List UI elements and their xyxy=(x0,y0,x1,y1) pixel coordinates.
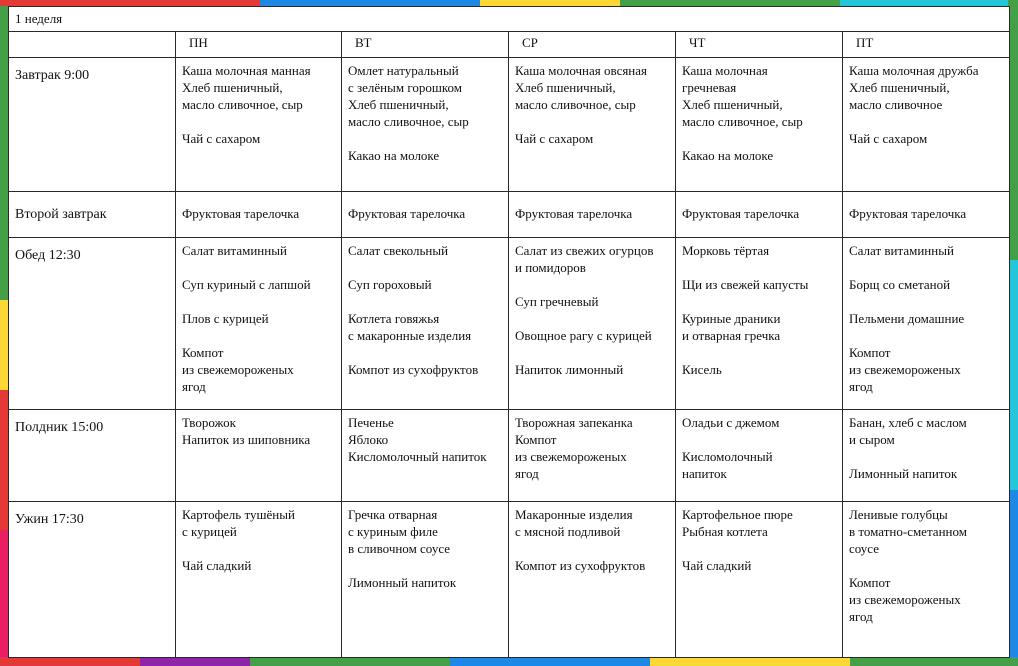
dish-item: Какао на молоке xyxy=(682,148,774,163)
item-spacer xyxy=(682,344,836,361)
dish-item: Оладьи с джемом xyxy=(682,415,780,430)
item-spacer xyxy=(348,259,502,276)
dish-item: Фруктовая тарелочка xyxy=(682,205,800,221)
item-spacer xyxy=(682,259,836,276)
meal-row xyxy=(9,410,1010,502)
header-corner xyxy=(9,32,176,58)
dish-item: Фруктовая тарелочка xyxy=(182,205,300,221)
day-header xyxy=(676,32,843,58)
days-header-row xyxy=(9,32,1010,58)
week-row xyxy=(9,7,1010,32)
dish-item: Картофель тушёный с курицей xyxy=(182,507,295,539)
dish-item: Банан, хлеб с маслом и сыром xyxy=(849,415,967,447)
item-spacer xyxy=(682,540,836,557)
dish-item: Компот из свежемороженых ягод xyxy=(849,575,961,624)
item-spacer xyxy=(682,293,836,310)
dish-item: Фруктовая тарелочка xyxy=(849,205,967,221)
meal-label: Второй завтрак xyxy=(9,192,176,238)
day-label: ПН xyxy=(189,35,208,50)
menu-sheet xyxy=(8,6,1009,658)
meal-label: Ужин 17:30 xyxy=(9,502,176,658)
menu-cell xyxy=(676,58,843,192)
menu-table-body xyxy=(9,7,1010,658)
dish-item: Печенье Яблоко Кисломолочный напиток xyxy=(348,415,487,464)
item-spacer xyxy=(515,310,669,327)
dish-item: Какао на молоке xyxy=(348,148,440,163)
dish-item: Суп куриный с лапшой xyxy=(182,277,311,292)
dish-item: Салат витаминный xyxy=(849,243,954,258)
day-label: СР xyxy=(522,35,538,50)
dish-item: Каша молочная дружба Хлеб пшеничный, масло сливочное xyxy=(849,63,979,112)
dish-item: Каша молочная гречневая Хлеб пшеничный, масло сливочное, сыр xyxy=(682,63,803,129)
meal-label: Полдник 15:00 xyxy=(9,410,176,502)
menu-cell xyxy=(676,410,843,502)
dish-item: Куриные драники и отварная гречка xyxy=(682,311,781,343)
menu-cell xyxy=(176,58,342,192)
dish-item: Фруктовая тарелочка xyxy=(348,205,466,221)
menu-cell xyxy=(843,502,1010,658)
dish-item: Чай с сахаром xyxy=(515,131,594,146)
item-spacer xyxy=(348,130,502,147)
day-label: ВТ xyxy=(355,35,372,50)
menu-cell xyxy=(342,410,509,502)
menu-cell xyxy=(509,502,676,658)
dish-item: Салат свекольный xyxy=(348,243,449,258)
dish-item: Каша молочная манная Хлеб пшеничный, масло сливочное, сыр xyxy=(182,63,311,112)
meal-row xyxy=(9,58,1010,192)
dish-item: Фруктовая тарелочка xyxy=(515,205,633,221)
dish-item: Компот из сухофруктов xyxy=(515,558,646,573)
item-spacer xyxy=(515,276,669,293)
menu-cell xyxy=(176,410,342,502)
item-spacer xyxy=(682,130,836,147)
dish-item: Гречка отварная с куриным филе в сливочном соусе xyxy=(348,507,451,556)
dish-item: Кисель xyxy=(682,362,722,377)
dish-item: Суп гороховый xyxy=(348,277,432,292)
menu-cell xyxy=(509,410,676,502)
menu-cell xyxy=(342,238,509,410)
dish-item: Котлета говяжья с макаронные изделия xyxy=(348,311,472,343)
dish-item: Овощное рагу с курицей xyxy=(515,328,652,343)
dish-item: Лимонный напиток xyxy=(849,466,958,481)
menu-table xyxy=(8,6,1010,658)
meal-row xyxy=(9,238,1010,410)
day-label: ЧТ xyxy=(689,35,706,50)
item-spacer xyxy=(182,540,335,557)
menu-cell xyxy=(676,238,843,410)
dish-item: Салат витаминный xyxy=(182,243,287,258)
menu-cell xyxy=(843,238,1010,410)
dish-item: Чай с сахаром xyxy=(182,131,261,146)
dish-item: Макаронные изделия с мясной подливой xyxy=(515,507,633,539)
meal-row xyxy=(9,192,1010,238)
dish-item: Салат из свежих огурцов и помидоров xyxy=(515,243,654,275)
dish-item: Картофельное пюре Рыбная котлета xyxy=(682,507,793,539)
menu-cell xyxy=(676,502,843,658)
dish-item: Омлет натуральный с зелёным горошком Хлеб пшеничный, масло сливочное, сыр xyxy=(348,63,469,129)
item-spacer xyxy=(849,259,1003,276)
week-title: 1 неделя xyxy=(9,7,1010,32)
meal-label: Завтрак 9:00 xyxy=(9,58,176,192)
menu-cell xyxy=(509,192,676,238)
dish-item: Морковь тёртая xyxy=(682,243,770,258)
day-header xyxy=(843,32,1010,58)
dish-item: Лимонный напиток xyxy=(348,575,457,590)
item-spacer xyxy=(682,431,836,448)
dish-item: Каша молочная овсяная Хлеб пшеничный, масло сливочное, сыр xyxy=(515,63,648,112)
menu-cell xyxy=(342,192,509,238)
meal-row xyxy=(9,502,1010,658)
item-spacer xyxy=(849,293,1003,310)
dish-item: Чай с сахаром xyxy=(849,131,928,146)
item-spacer xyxy=(348,344,502,361)
menu-cell xyxy=(509,238,676,410)
dish-item: Пельмени домашние xyxy=(849,311,965,326)
dish-item: Суп гречневый xyxy=(515,294,599,309)
item-spacer xyxy=(348,293,502,310)
day-header xyxy=(176,32,342,58)
item-spacer xyxy=(182,113,335,130)
dish-item: Напиток лимонный xyxy=(515,362,624,377)
dish-item: Ленивые голубцы в томатно-сметанном соусе xyxy=(849,507,967,556)
item-spacer xyxy=(515,540,669,557)
item-spacer xyxy=(182,259,335,276)
day-header xyxy=(342,32,509,58)
item-spacer xyxy=(849,113,1003,130)
dish-item: Чай сладкий xyxy=(182,558,252,573)
dish-item: Щи из свежей капусты xyxy=(682,277,809,292)
dish-item: Компот из сухофруктов xyxy=(348,362,479,377)
menu-cell xyxy=(342,502,509,658)
menu-cell xyxy=(843,192,1010,238)
item-spacer xyxy=(849,557,1003,574)
menu-cell xyxy=(843,58,1010,192)
item-spacer xyxy=(515,113,669,130)
menu-cell xyxy=(676,192,843,238)
dish-item: Компот из свежемороженых ягод xyxy=(182,345,294,394)
meal-label: Обед 12:30 xyxy=(9,238,176,410)
dish-item: Борщ со сметаной xyxy=(849,277,951,292)
item-spacer xyxy=(182,293,335,310)
dish-item: Чай сладкий xyxy=(682,558,752,573)
dish-item: Творожок Напиток из шиповника xyxy=(182,415,311,447)
menu-cell xyxy=(176,238,342,410)
menu-cell xyxy=(509,58,676,192)
menu-cell xyxy=(176,192,342,238)
dish-item: Плов с курицей xyxy=(182,311,269,326)
dish-item: Компот из свежемороженых ягод xyxy=(849,345,961,394)
day-label: ПТ xyxy=(856,35,874,50)
item-spacer xyxy=(515,344,669,361)
menu-cell xyxy=(342,58,509,192)
item-spacer xyxy=(348,557,502,574)
item-spacer xyxy=(849,327,1003,344)
menu-cell xyxy=(843,410,1010,502)
day-header xyxy=(509,32,676,58)
item-spacer xyxy=(182,327,335,344)
item-spacer xyxy=(849,448,1003,465)
dish-item: Творожная запеканка Компот из свежемороженых ягод xyxy=(515,415,633,481)
menu-cell xyxy=(176,502,342,658)
dish-item: Кисломолочный напиток xyxy=(682,449,773,481)
